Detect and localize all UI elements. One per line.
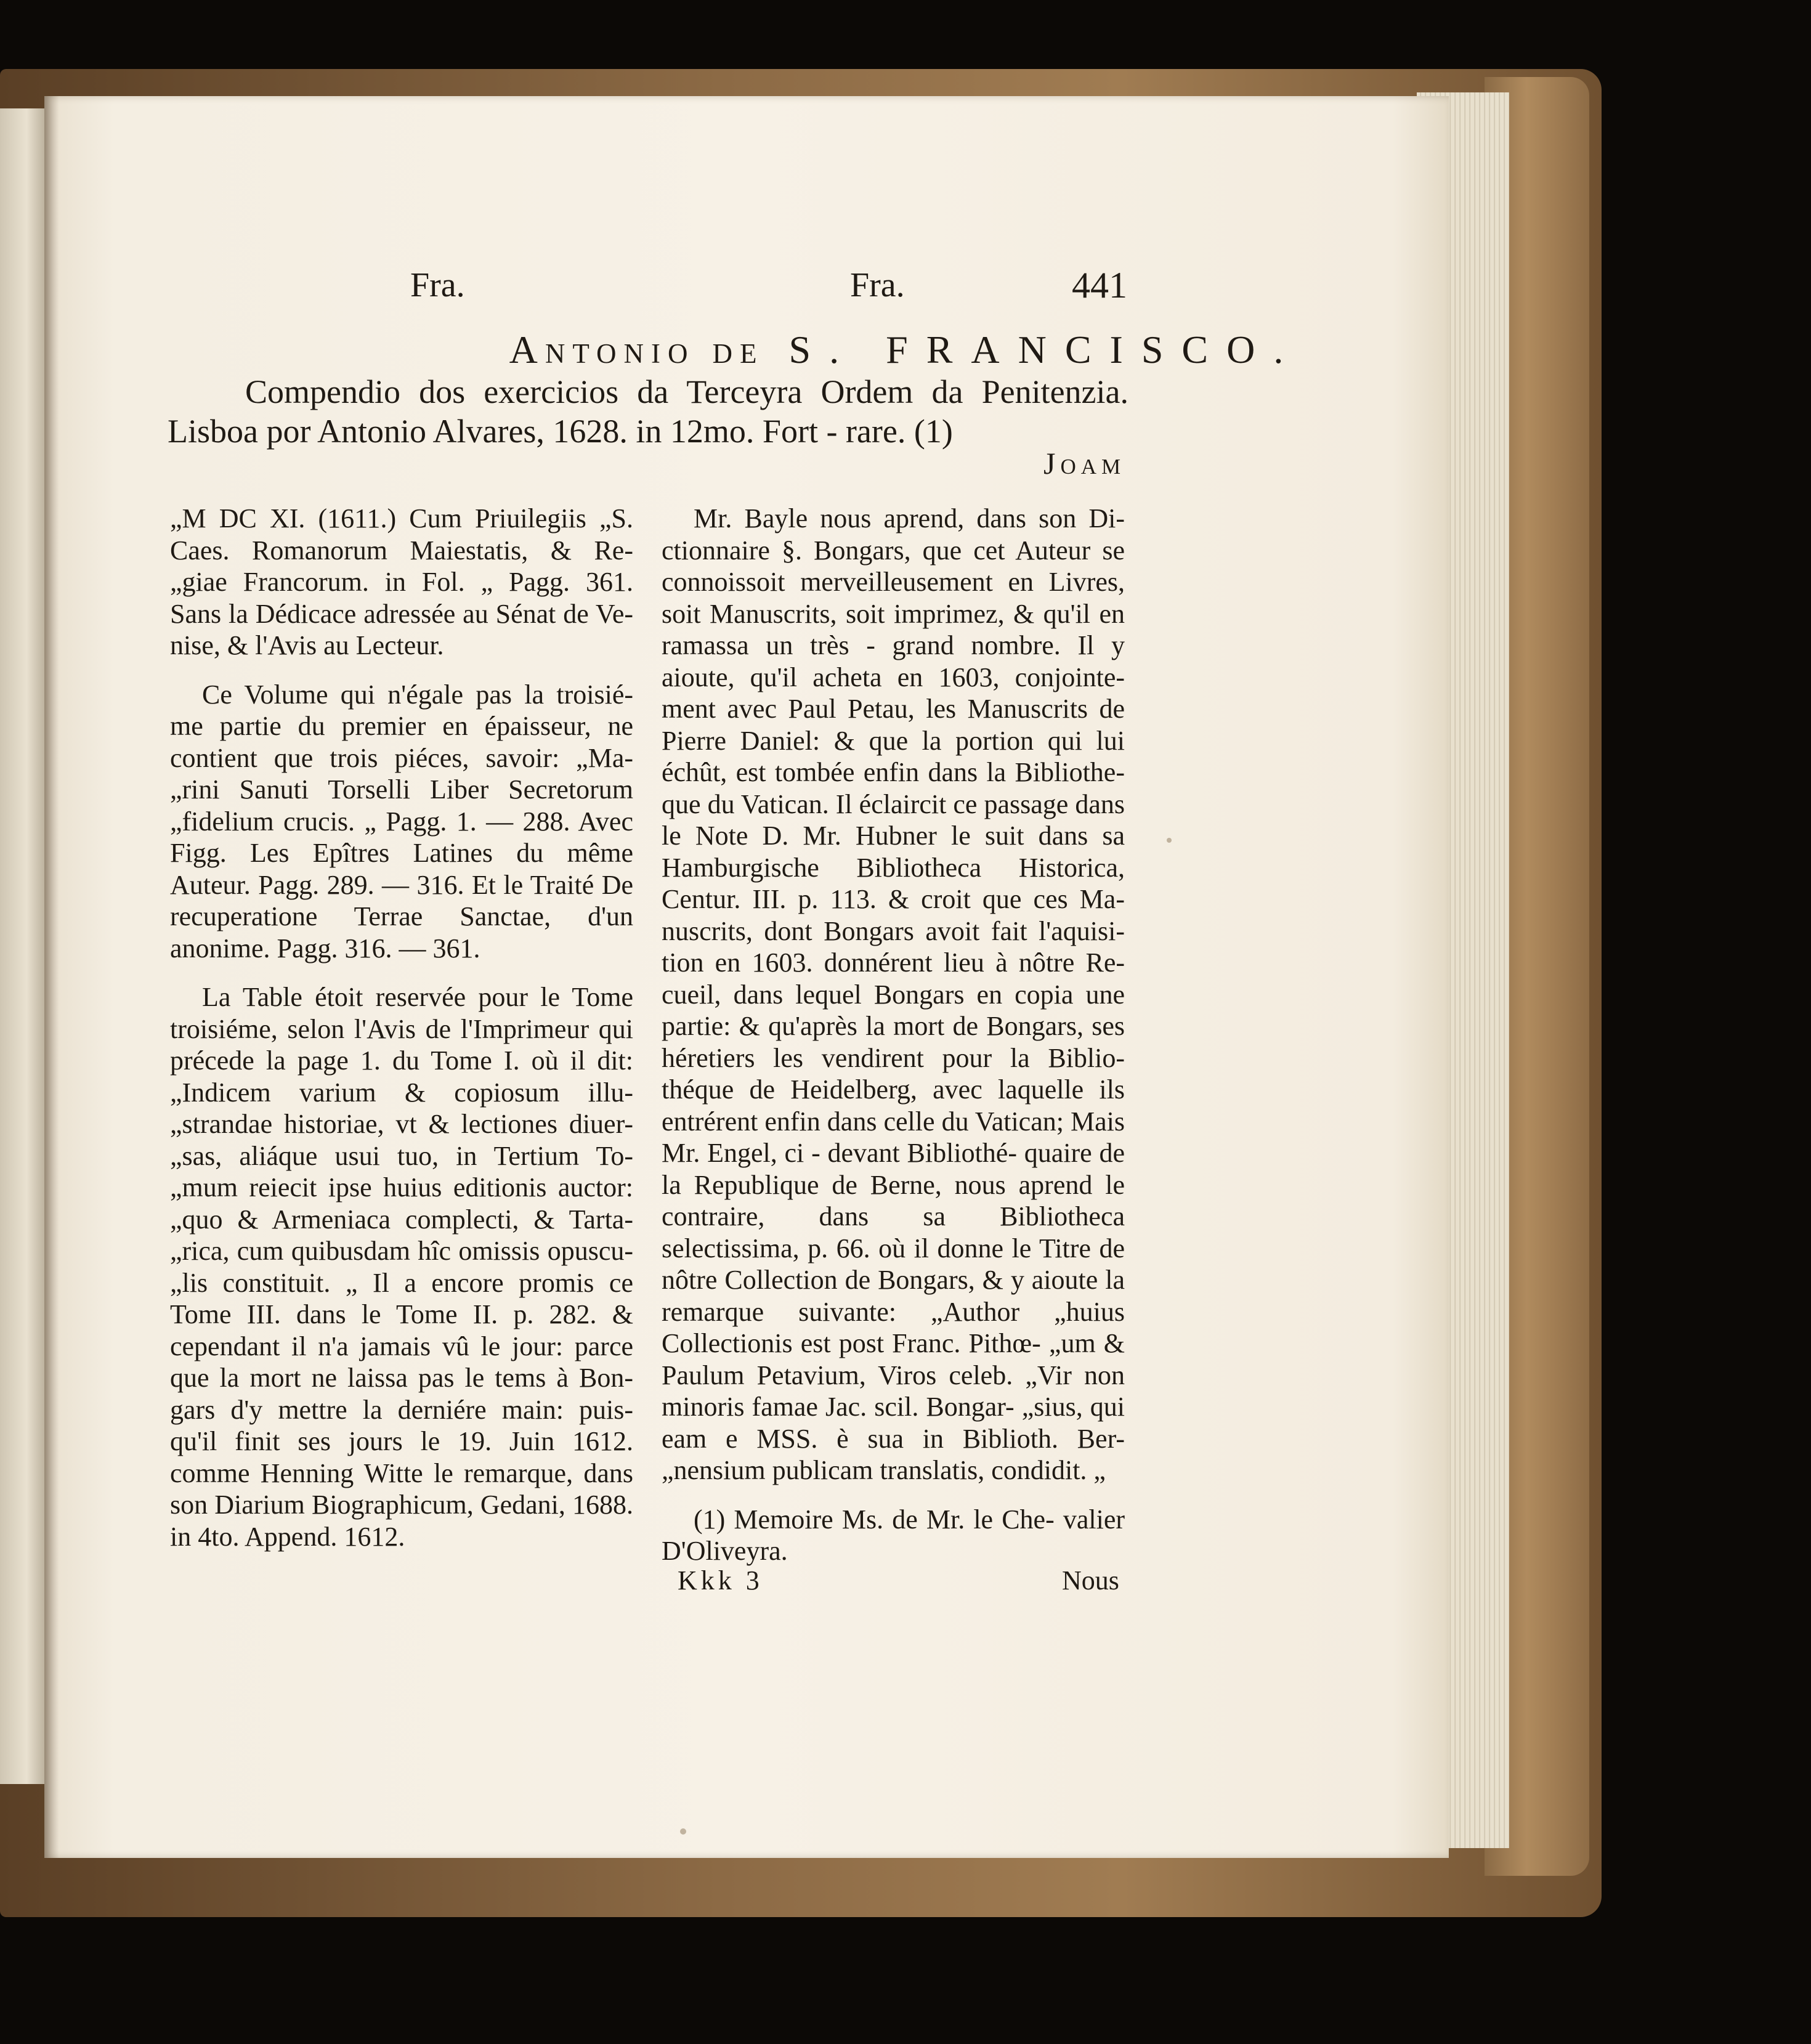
catchword-footer: Nous	[1062, 1565, 1119, 1596]
running-head-left: Fra.	[410, 266, 465, 304]
left-paragraph-1: „M DC XI. (1611.) Cum Priuilegiis „S. Caes. Romanorum Maiestatis, & Re- „giae Francorum. in Fol. „ Pagg. 361. Sans la Dédicace adressée au Sénat de Ve- nise, & l'Avis au Lecteur.	[170, 503, 633, 660]
book-title-line-2: Lisboa por Antonio Alvares, 1628. in 12mo. Fort - rare. (1)	[168, 413, 953, 450]
author-prefix: Antonio de	[509, 328, 764, 371]
signature-mark: Kkk 3	[678, 1565, 763, 1596]
book-title-line-1: Compendio dos exercicios da Terceyra Ordem da Penitenzia.	[245, 373, 1128, 410]
right-paragraph-1: Mr. Bayle nous aprend, dans son Di- ctionnaire §. Bongars, que cet Auteur se connoissoit merveilleusement en Livres, soit Manuscrits, soit imprimez, & qu'il en ramassa un très - grand nombre. Il y aioute, qu'il acheta en 1603, conjointe- ment avec Paul Petau, les Manuscrits de Pierre Daniel: & que la portion qui lui échût, est tombée enfin dans la Bibliothe- que du Vatican. Il éclaircit ce passage dans le Note D. Mr. Hubner le suit dans sa Hamburgische Bibliotheca Historica, Centur. III. p. 113. & croit que ces Ma- nuscrits, dont Bongars avoit fait l'aquisi- tion en 1603. donnérent lieu à nôtre Re- cueil, dans lequel Bongars en copia une partie: & qu'après la mort de Bongars, ses héretiers les vendirent pour la Biblio- théque de Heidelberg, avec laquelle ils entrérent enfin dans celle du Vatican; Mais Mr. Engel, ci - devant Bibliothé- quaire de la Republique de Berne, nous aprend le contraire, dans sa Bibliotheca selectissima, p. 66. où il donne le Titre de nôtre Collection de Bongars, & y aioute la remarque suivante: „Author „huius Collectionis est post Franc. Pithœ- „um & Paulum Petavium, Viros celeb. „Vir non minoris famae Jac. scil. Bongar- „sius, qui eam e MSS. è sua in Biblioth. Ber- „nensium publicam translatis, condidit. „	[662, 503, 1125, 1485]
catchword-next-entry: Joam	[1043, 446, 1126, 481]
running-head-center: Fra.	[850, 266, 905, 304]
author-suffix: S. FRANCISCO.	[788, 328, 1302, 371]
page-speck	[1167, 838, 1172, 843]
footnote: (1) Memoire Ms. de Mr. le Che- valier D'Oliveyra.	[662, 1504, 1125, 1566]
book-title-block	[168, 372, 1128, 451]
left-paragraph-3: La Table étoit reservée pour le Tome troisiéme, selon l'Avis de l'Imprimeur qui précede la page 1. du Tome I. où il dit: „Indicem varium & copiosum illu- „strandae historiae, vt & lectiones diuer- „sas, aliáque usui tuo, in Tertium To- „mum reiecit ipse huius editionis auctor: „quo & Armeniaca complecti, & Tarta- „rica, cum quibusdam hîc omissis opuscu- „lis constituit. „ Il a encore promis ce Tome III. dans le Tome II. p. 282. & cependant il n'a jamais vû le jour: parce que la mort ne laissa pas le tems à Bon- gars d'y mettre la derniére main: puis- qu'il finit ses jours le 19. Juin 1612. comme Henning Witte le remarque, dans son Diarium Biographicum, Gedani, 1688. in 4to. Append. 1612.	[170, 982, 633, 1552]
left-paragraph-2: Ce Volume qui n'égale pas la troisié- me partie du premier en épaisseur, ne contient que trois piéces, savoir: „Ma- „rini Sanuti Torselli Liber Secretorum „fidelium crucis. „ Pagg. 1. — 288. Avec Figg. Les Epîtres Latines du même Auteur. Pagg. 289. — 316. Et le Traité De recuperatione Terrae Sanctae, d'un anonime. Pagg. 316. — 361.	[170, 679, 633, 963]
right-column	[662, 503, 1125, 1567]
left-column	[170, 503, 633, 1570]
entry-author-heading	[0, 325, 1811, 375]
page-number: 441	[1072, 265, 1127, 306]
page-speck	[680, 1828, 686, 1835]
